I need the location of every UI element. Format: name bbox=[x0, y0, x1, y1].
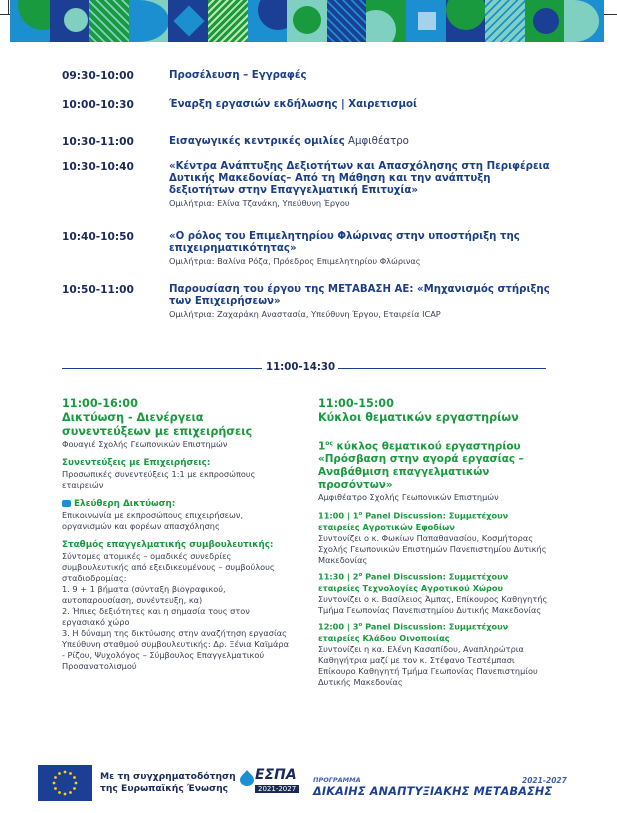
pattern-tile bbox=[366, 0, 406, 42]
schedule-title: Παρουσίαση του έργου της ΜΕΤΑΒΑΣΗ ΑΕ: «Μηχανισμός στήριξης των Επιχειρήσεων» bbox=[169, 284, 550, 307]
schedule-row bbox=[62, 161, 562, 208]
workshop-venue: Αμφιθέατρο Σχολής Γεωπονικών Επιστημών bbox=[318, 492, 499, 503]
workshops-title: Κύκλοι θεματικών εργαστηρίων bbox=[318, 411, 519, 424]
interviews-text: Προσωπικές συνεντεύξεις 1:1 με εκπροσώπους εταιρειών bbox=[62, 469, 256, 490]
schedule-speaker: Ομιλήτρια: Ελίνα Τζανάκη, Υπεύθυνη Έργου bbox=[169, 198, 350, 208]
networking-title: Δικτύωση - Διενέργεια συνεντεύξεων με επιχειρήσεις bbox=[62, 411, 253, 438]
schedule-row bbox=[62, 136, 562, 148]
panel-heading-rest: Panel Discussion: Συμμετέχουν εταιρείες Αγροτικών Εφοδίων bbox=[318, 511, 509, 533]
program-label: ΠΡΟΓΡΑΜΜΑ bbox=[313, 776, 361, 784]
panel-heading: 11:00 | 1 bbox=[318, 511, 359, 522]
schedule-time: 10:30-11:00 bbox=[62, 136, 134, 148]
schedule-time: 10:30-10:40 bbox=[62, 161, 134, 173]
interviews-heading: Συνεντεύξεις με Επιχειρήσεις: bbox=[62, 458, 211, 468]
panel-text: Συντονίζει ο κ. Βασίλειος Άμπας, Επίκουρος Καθηγητής Τμήμα Γεωπονίας Πανεπιστημίου Δυτικής Μακεδονίας bbox=[318, 593, 548, 615]
panel-heading: 12:00 | 3 bbox=[318, 621, 359, 632]
eu-cofunding-text bbox=[100, 771, 236, 795]
schedule-row bbox=[62, 99, 562, 111]
espa-years: 2021-2027 bbox=[255, 785, 299, 793]
counseling-item: 2. Ήπιες δεξιότητες και η σημασία τους στον εργασιακό χώρο bbox=[62, 606, 250, 627]
panel-heading: 11:30 | 2 bbox=[318, 571, 359, 582]
panel-heading-rest: Panel Discussion: Συμμετέχουν εταιρείες Τεχνολογίες Αγροτικού Χώρου bbox=[318, 571, 509, 593]
crop-mark bbox=[0, 14, 10, 15]
espa-name: ΕΣΠΑ bbox=[255, 767, 297, 783]
counseling-item: 3. Η δύναμη της δικτύωσης στην αναζήτηση εργασίας bbox=[62, 628, 287, 638]
pattern-tile bbox=[168, 0, 208, 42]
divider-line-right bbox=[338, 368, 546, 369]
pattern-tile bbox=[525, 0, 565, 42]
counseling-responsible: Υπεύθυνη σταθμού συμβουλευτικής: Δρ. Ξένια Καϊμάρα - Ρίζου, Ψυχολόγος – Σύμβουλος Επαγγελματικού Προσανατολισμού bbox=[62, 639, 289, 671]
panel-ordinal: ο bbox=[358, 572, 363, 579]
pattern-tile bbox=[327, 0, 367, 42]
workshops-column bbox=[318, 397, 550, 688]
workshop-cycle-number: 1 bbox=[318, 440, 326, 453]
pattern-tile bbox=[287, 0, 327, 42]
pattern-tile bbox=[129, 0, 169, 42]
schedule-time: 10:40-10:50 bbox=[62, 231, 134, 243]
counseling-heading: Σταθμός επαγγελματικής συμβουλευτικής: bbox=[62, 540, 274, 550]
header-pattern-band bbox=[10, 0, 604, 42]
schedule-title: Έναρξη εργασιών εκδήλωσης | Χαιρετισμοί bbox=[169, 99, 417, 110]
schedule-row bbox=[62, 284, 562, 319]
espa-logo bbox=[240, 767, 302, 801]
workshop-cycle-suffix: ος bbox=[325, 440, 333, 447]
program-years: 2021-2027 bbox=[522, 776, 567, 785]
panel-text: Συντονίζει ο κ. Φωκίων Παπαθανασίου, Κοσμήτορας Σχολής Γεωπονικών Επιστημών Πανεπιστημίου Δυτικής Μακεδονίας bbox=[318, 533, 547, 566]
panel-text: Συντονίζει η κα. Ελένη Κασαπίδου, Αναπληρώτρια Καθηγήτρια μαζί με τον κ. Στέφανο Τεστέμπασι Επίκουρο Καθηγητή Τμήμα Γεωπονίας Πανεπιστημίου Δυτικής Μακεδονίας bbox=[318, 643, 538, 687]
panel-ordinal: ο bbox=[358, 621, 363, 628]
schedule-row bbox=[62, 231, 562, 266]
pattern-tile bbox=[485, 0, 525, 42]
pattern-tile bbox=[406, 0, 446, 42]
schedule-row bbox=[62, 70, 562, 82]
workshops-time: 11:00-15:00 bbox=[318, 397, 394, 410]
schedule-speaker: Ομιλήτρια: Ζαχαράκη Αναστασία, Υπεύθυνη Έργου, Εταιρεία ICAP bbox=[169, 309, 441, 319]
schedule-venue: Αμφιθέατρο bbox=[344, 136, 409, 147]
pattern-tile bbox=[208, 0, 248, 42]
pattern-tile bbox=[89, 0, 129, 42]
schedule-time: 09:30-10:00 bbox=[62, 70, 134, 82]
eu-text-line: Με τη συγχρηματοδότηση bbox=[100, 771, 236, 782]
eu-flag-icon bbox=[38, 765, 92, 801]
pattern-tile bbox=[248, 0, 288, 42]
eu-text-line: της Ευρωπαϊκής Ένωσης bbox=[100, 783, 229, 794]
pattern-tile bbox=[446, 0, 486, 42]
pattern-tile bbox=[50, 0, 90, 42]
schedule-title: Εισαγωγικές κεντρικές ομιλίες bbox=[169, 136, 345, 147]
panel-ordinal: ο bbox=[358, 511, 363, 518]
crop-mark bbox=[604, 14, 617, 15]
networking-time: 11:00-16:00 bbox=[62, 397, 138, 410]
workshop-cycle-title: κύκλος θεματικού εργαστηρίου «Πρόσβαση στην αγορά εργασίας – Αναβάθμιση επαγγελματικών προσόντων» bbox=[318, 440, 524, 492]
crop-mark bbox=[8, 0, 9, 14]
free-networking-heading: Ελεύθερη Δικτύωση: bbox=[74, 499, 176, 509]
panel-heading-rest: Panel Discussion: Συμμετέχουν εταιρείες Κλάδου Οινοποιίας bbox=[318, 621, 509, 643]
schedule-title: Προσέλευση – Εγγραφές bbox=[169, 70, 307, 81]
schedule-time: 10:50-11:00 bbox=[62, 284, 134, 296]
program-name: ΔΙΚΑΙΗΣ ΑΝΑΠΤΥΞΙΑΚΗΣ ΜΕΤΑΒΑΣΗΣ bbox=[313, 785, 553, 798]
networking-column bbox=[62, 397, 292, 672]
schedule-time: 10:00-10:30 bbox=[62, 99, 134, 111]
divider-line-left bbox=[62, 368, 262, 369]
counseling-text: Σύντομες ατομικές – ομαδικές συνεδρίες συμβουλευτικής από εξειδικευμένους – συμβούλους σταδιοδρομίας: bbox=[62, 551, 275, 583]
chat-icon bbox=[62, 500, 71, 507]
pattern-tile bbox=[10, 0, 50, 42]
free-networking-text: Επικοινωνία με εκπροσώπους επιχειρήσεων, οργανισμών και φορέων απασχόλησης bbox=[62, 510, 244, 531]
schedule-title: «Κέντρα Ανάπτυξης Δεξιοτήτων και Απασχόλησης στη Περιφέρεια Δυτικής Μακεδονίας– Από τη Μάθηση και την ανάπτυξη δεξιοτήτων στην Επαγγελματική Επιτυχία» bbox=[169, 161, 550, 196]
schedule-title: «Ο ρόλος του Επιμελητηρίου Φλώρινας στην υποστήριξη της επιχειρηματικότητας» bbox=[169, 231, 520, 254]
pattern-tile bbox=[564, 0, 604, 42]
counseling-item: 1. 9 + 1 βήματα (σύνταξη βιογραφικού, αυτοπαρουσίαση, συνέντευξη, κα) bbox=[62, 584, 226, 605]
networking-venue: Φουαγιέ Σχολής Γεωπονικών Επιστημών bbox=[62, 439, 228, 449]
schedule-speaker: Ομιλήτρια: Βαλίνα Ρόζα, Πρόεδρος Επιμελητηρίου Φλώρινας bbox=[169, 256, 421, 266]
divider-time: 11:00-14:30 bbox=[266, 362, 336, 373]
espa-mark-icon bbox=[240, 770, 254, 786]
